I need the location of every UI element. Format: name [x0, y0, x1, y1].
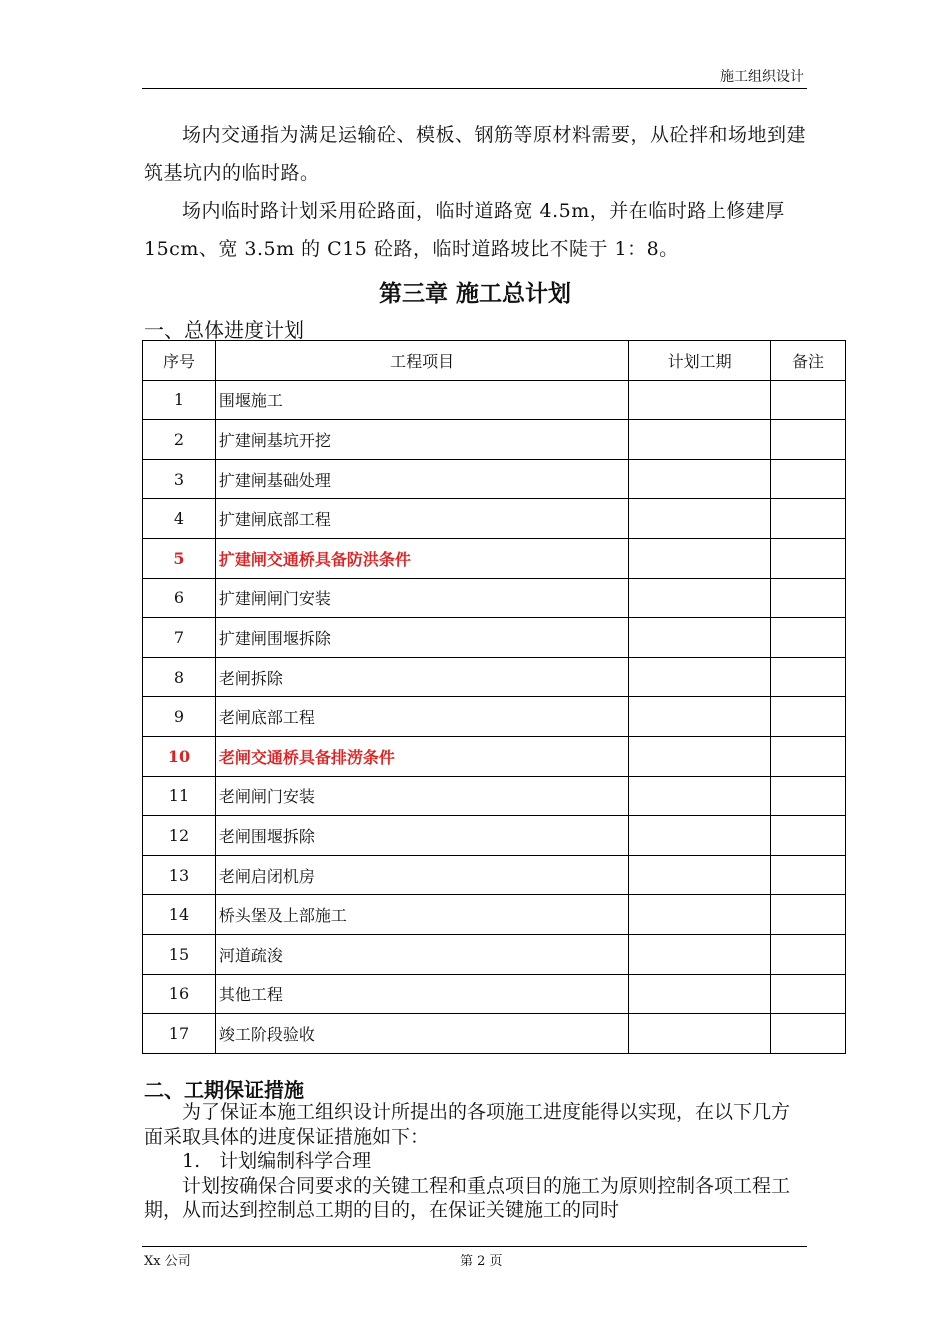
row-note: [771, 816, 846, 856]
row-number: 16: [143, 974, 216, 1014]
row-item: 老闸交通桥具备排涝条件: [215, 736, 628, 776]
row-note: [771, 736, 846, 776]
row-note: [771, 618, 846, 658]
table-row: [143, 816, 846, 856]
header-rule: [142, 88, 807, 89]
section-2-title: 二、工期保证措施: [144, 1078, 304, 1102]
section-2-paragraph-2: 计划按确保合同要求的关键工程和重点项目的施工为原则控制各项工程工期，从而达到控制总工期的目的，在保证关键施工的同时: [144, 1174, 791, 1221]
table-row: [143, 420, 846, 460]
row-number: 10: [143, 736, 216, 776]
row-note: [771, 538, 846, 578]
table-row: [143, 776, 846, 816]
row-number: 12: [143, 816, 216, 856]
row-number: 17: [143, 1014, 216, 1054]
row-period: [629, 816, 771, 856]
row-number: 7: [143, 618, 216, 658]
chapter-title: 第三章 施工总计划: [378, 281, 571, 307]
row-item: 桥头堡及上部施工: [215, 895, 628, 935]
intro-text: [144, 116, 808, 268]
row-note: [771, 934, 846, 974]
row-number: 11: [143, 776, 216, 816]
section-2-paragraph-1: 为了保证本施工组织设计所提出的各项施工进度能得以实现，在以下几方面采取具体的进度保证措施如下：: [144, 1101, 791, 1148]
footer-company: Xx 公司: [144, 1254, 191, 1269]
header-title: 施工组织设计: [720, 69, 804, 85]
row-note: [771, 459, 846, 499]
row-number: 4: [143, 499, 216, 539]
col-header-item: 工程项目: [215, 341, 628, 381]
table-row: [143, 578, 846, 618]
table-row: [143, 618, 846, 658]
row-period: [629, 855, 771, 895]
row-item: 围堰施工: [215, 380, 628, 420]
table-row: [143, 1014, 846, 1054]
row-note: [771, 657, 846, 697]
row-item: 其他工程: [215, 974, 628, 1014]
row-period: [629, 895, 771, 935]
row-number: 8: [143, 657, 216, 697]
table-row: [143, 380, 846, 420]
table-row: [143, 499, 846, 539]
row-note: [771, 776, 846, 816]
row-note: [771, 1014, 846, 1054]
row-item: 扩建闸交通桥具备防洪条件: [215, 538, 628, 578]
row-item: 老闸启闭机房: [215, 855, 628, 895]
row-note: [771, 895, 846, 935]
table-body: [143, 380, 846, 1053]
row-period: [629, 459, 771, 499]
table-row: [143, 657, 846, 697]
row-period: [629, 697, 771, 737]
section-1-title: 一、总体进度计划: [144, 318, 304, 342]
table-row: [143, 934, 846, 974]
row-period: [629, 380, 771, 420]
row-number: 1: [143, 380, 216, 420]
row-item: 扩建闸底部工程: [215, 499, 628, 539]
table-row: [143, 459, 846, 499]
table-header-row: [143, 341, 846, 381]
row-period: [629, 736, 771, 776]
intro-paragraph-1: 场内交通指为满足运输砼、模板、钢筋等原材料需要，从砼拌和场地到建筑基坑内的临时路。: [144, 124, 807, 184]
table-row: [143, 974, 846, 1014]
row-item: 老闸底部工程: [215, 697, 628, 737]
row-note: [771, 855, 846, 895]
footer-rule: [142, 1246, 807, 1247]
row-period: [629, 776, 771, 816]
row-item: 老闸闸门安装: [215, 776, 628, 816]
row-note: [771, 420, 846, 460]
col-header-no: 序号: [143, 341, 216, 381]
row-item: 扩建闸闸门安装: [215, 578, 628, 618]
row-period: [629, 1014, 771, 1054]
col-header-period: 计划工期: [629, 341, 771, 381]
schedule-table: [142, 340, 846, 1054]
row-number: 3: [143, 459, 216, 499]
row-note: [771, 499, 846, 539]
row-period: [629, 618, 771, 658]
row-number: 2: [143, 420, 216, 460]
row-number: 14: [143, 895, 216, 935]
row-period: [629, 499, 771, 539]
table-row: [143, 895, 846, 935]
table-row: [143, 855, 846, 895]
col-header-note: 备注: [771, 341, 846, 381]
row-period: [629, 974, 771, 1014]
intro-paragraph-2: 场内临时路计划采用砼路面，临时道路宽 4.5m，并在临时路上修建厚 15cm、宽 3.5m 的 C15 砼路，临时道路坡比不陡于 1：8。: [144, 200, 785, 260]
row-note: [771, 974, 846, 1014]
row-note: [771, 380, 846, 420]
row-item: 扩建闸基础处理: [215, 459, 628, 499]
table-row: [143, 736, 846, 776]
row-period: [629, 657, 771, 697]
row-item: 扩建闸基坑开挖: [215, 420, 628, 460]
row-item: 河道疏浚: [215, 934, 628, 974]
row-number: 5: [143, 538, 216, 578]
section-2-item-1: 1. 计划编制科学合理: [182, 1150, 372, 1172]
table-row: [143, 538, 846, 578]
row-number: 13: [143, 855, 216, 895]
row-period: [629, 578, 771, 618]
row-number: 6: [143, 578, 216, 618]
footer-page-number: 第 2 页: [460, 1254, 503, 1269]
row-period: [629, 420, 771, 460]
row-note: [771, 578, 846, 618]
row-item: 竣工阶段验收: [215, 1014, 628, 1054]
row-item: 扩建闸围堰拆除: [215, 618, 628, 658]
row-period: [629, 538, 771, 578]
row-period: [629, 934, 771, 974]
table-row: [143, 697, 846, 737]
row-note: [771, 697, 846, 737]
row-item: 老闸围堰拆除: [215, 816, 628, 856]
section-2-text: [144, 1100, 808, 1223]
row-number: 15: [143, 934, 216, 974]
row-item: 老闸拆除: [215, 657, 628, 697]
row-number: 9: [143, 697, 216, 737]
